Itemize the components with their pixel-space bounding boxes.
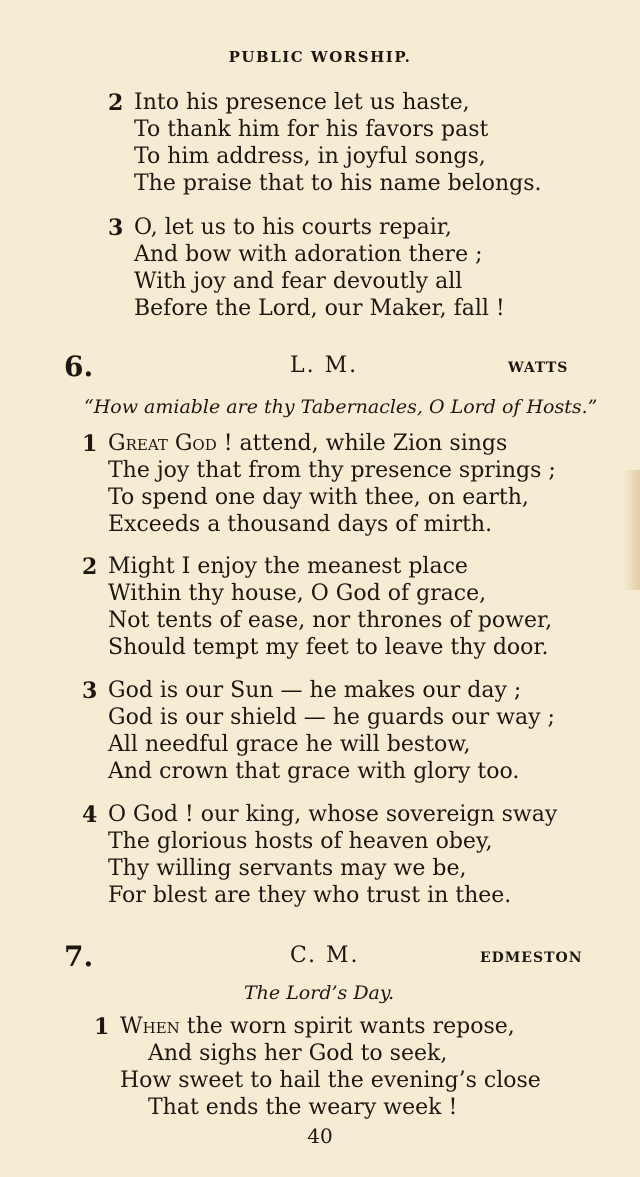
- verse-line: [108, 431, 507, 457]
- hymn-composer: WATTS: [508, 360, 569, 376]
- verse-line: To thank him for his favors past: [134, 117, 489, 142]
- verse-line: The joy that from thy presence springs ;: [108, 458, 556, 483]
- verse-line: Within thy house, O God of grace,: [108, 581, 487, 606]
- stanza-number: 2: [108, 90, 124, 116]
- verse-line: To him address, in joyful songs,: [134, 144, 486, 169]
- verse-line: Thy willing servants may we be,: [108, 856, 467, 881]
- verse-line: Not tents of ease, nor thrones of power,: [108, 608, 553, 633]
- verse-line: That ends the weary week !: [148, 1095, 458, 1120]
- stanza-number: 1: [82, 431, 98, 457]
- verse-line: O God ! our king, whose sovereign sway: [108, 802, 558, 827]
- verse-line: All needful grace he will bestow,: [108, 732, 471, 757]
- first-word: When: [120, 1014, 180, 1039]
- verse-line: With joy and fear devoutly all: [134, 269, 463, 294]
- verse-line: And sighs her God to seek,: [148, 1041, 448, 1066]
- stanza-number: 3: [108, 215, 124, 241]
- verse-line: Might I enjoy the meanest place: [108, 554, 468, 579]
- verse-line: God is our Sun — he makes our day ;: [108, 678, 522, 703]
- page-edge-stain: [622, 470, 640, 590]
- hymn-composer: EDMESTON: [480, 950, 583, 966]
- verse-line: And crown that grace with glory too.: [108, 759, 520, 784]
- verse-line: [120, 1014, 515, 1040]
- verse-line: The glorious hosts of heaven obey,: [108, 829, 493, 854]
- hymn-subtitle: “How amiable are thy Tabernacles, O Lord of Hosts.”: [84, 396, 598, 418]
- verse-line: And bow with adoration there ;: [134, 242, 483, 267]
- stanza-number: 2: [82, 554, 98, 580]
- verse-line: O, let us to his courts repair,: [134, 215, 452, 240]
- verse-line: The praise that to his name belongs.: [134, 171, 542, 196]
- running-header: PUBLIC WORSHIP.: [228, 48, 412, 66]
- page-number: 40: [307, 1124, 333, 1148]
- stanza-number: 1: [94, 1014, 110, 1040]
- verse-line: For blest are they who trust in thee.: [108, 883, 512, 908]
- hymn-meter: L. M.: [290, 353, 359, 378]
- verse-line: Into his presence let us haste,: [134, 90, 470, 115]
- verse-line: Before the Lord, our Maker, fall !: [134, 296, 505, 321]
- first-word: Great God: [108, 431, 217, 456]
- verse-line: To spend one day with thee, on earth,: [108, 485, 529, 510]
- first-line-rest: the worn spirit wants repose,: [179, 1014, 515, 1039]
- verse-line: Should tempt my feet to leave thy door.: [108, 635, 549, 660]
- verse-line: How sweet to hail the evening’s close: [120, 1068, 541, 1093]
- first-line-rest: ! attend, while Zion sings: [216, 431, 508, 456]
- stanza-number: 3: [82, 678, 98, 704]
- verse-line: God is our shield — he guards our way ;: [108, 705, 555, 730]
- hymn-number: 6.: [64, 350, 94, 383]
- verse-line: Exceeds a thousand days of mirth.: [108, 512, 493, 537]
- hymn-subtitle: The Lord’s Day.: [244, 982, 395, 1004]
- hymn-meter: C. M.: [290, 943, 360, 968]
- hymn-number: 7.: [64, 940, 94, 973]
- stanza-number: 4: [82, 802, 98, 828]
